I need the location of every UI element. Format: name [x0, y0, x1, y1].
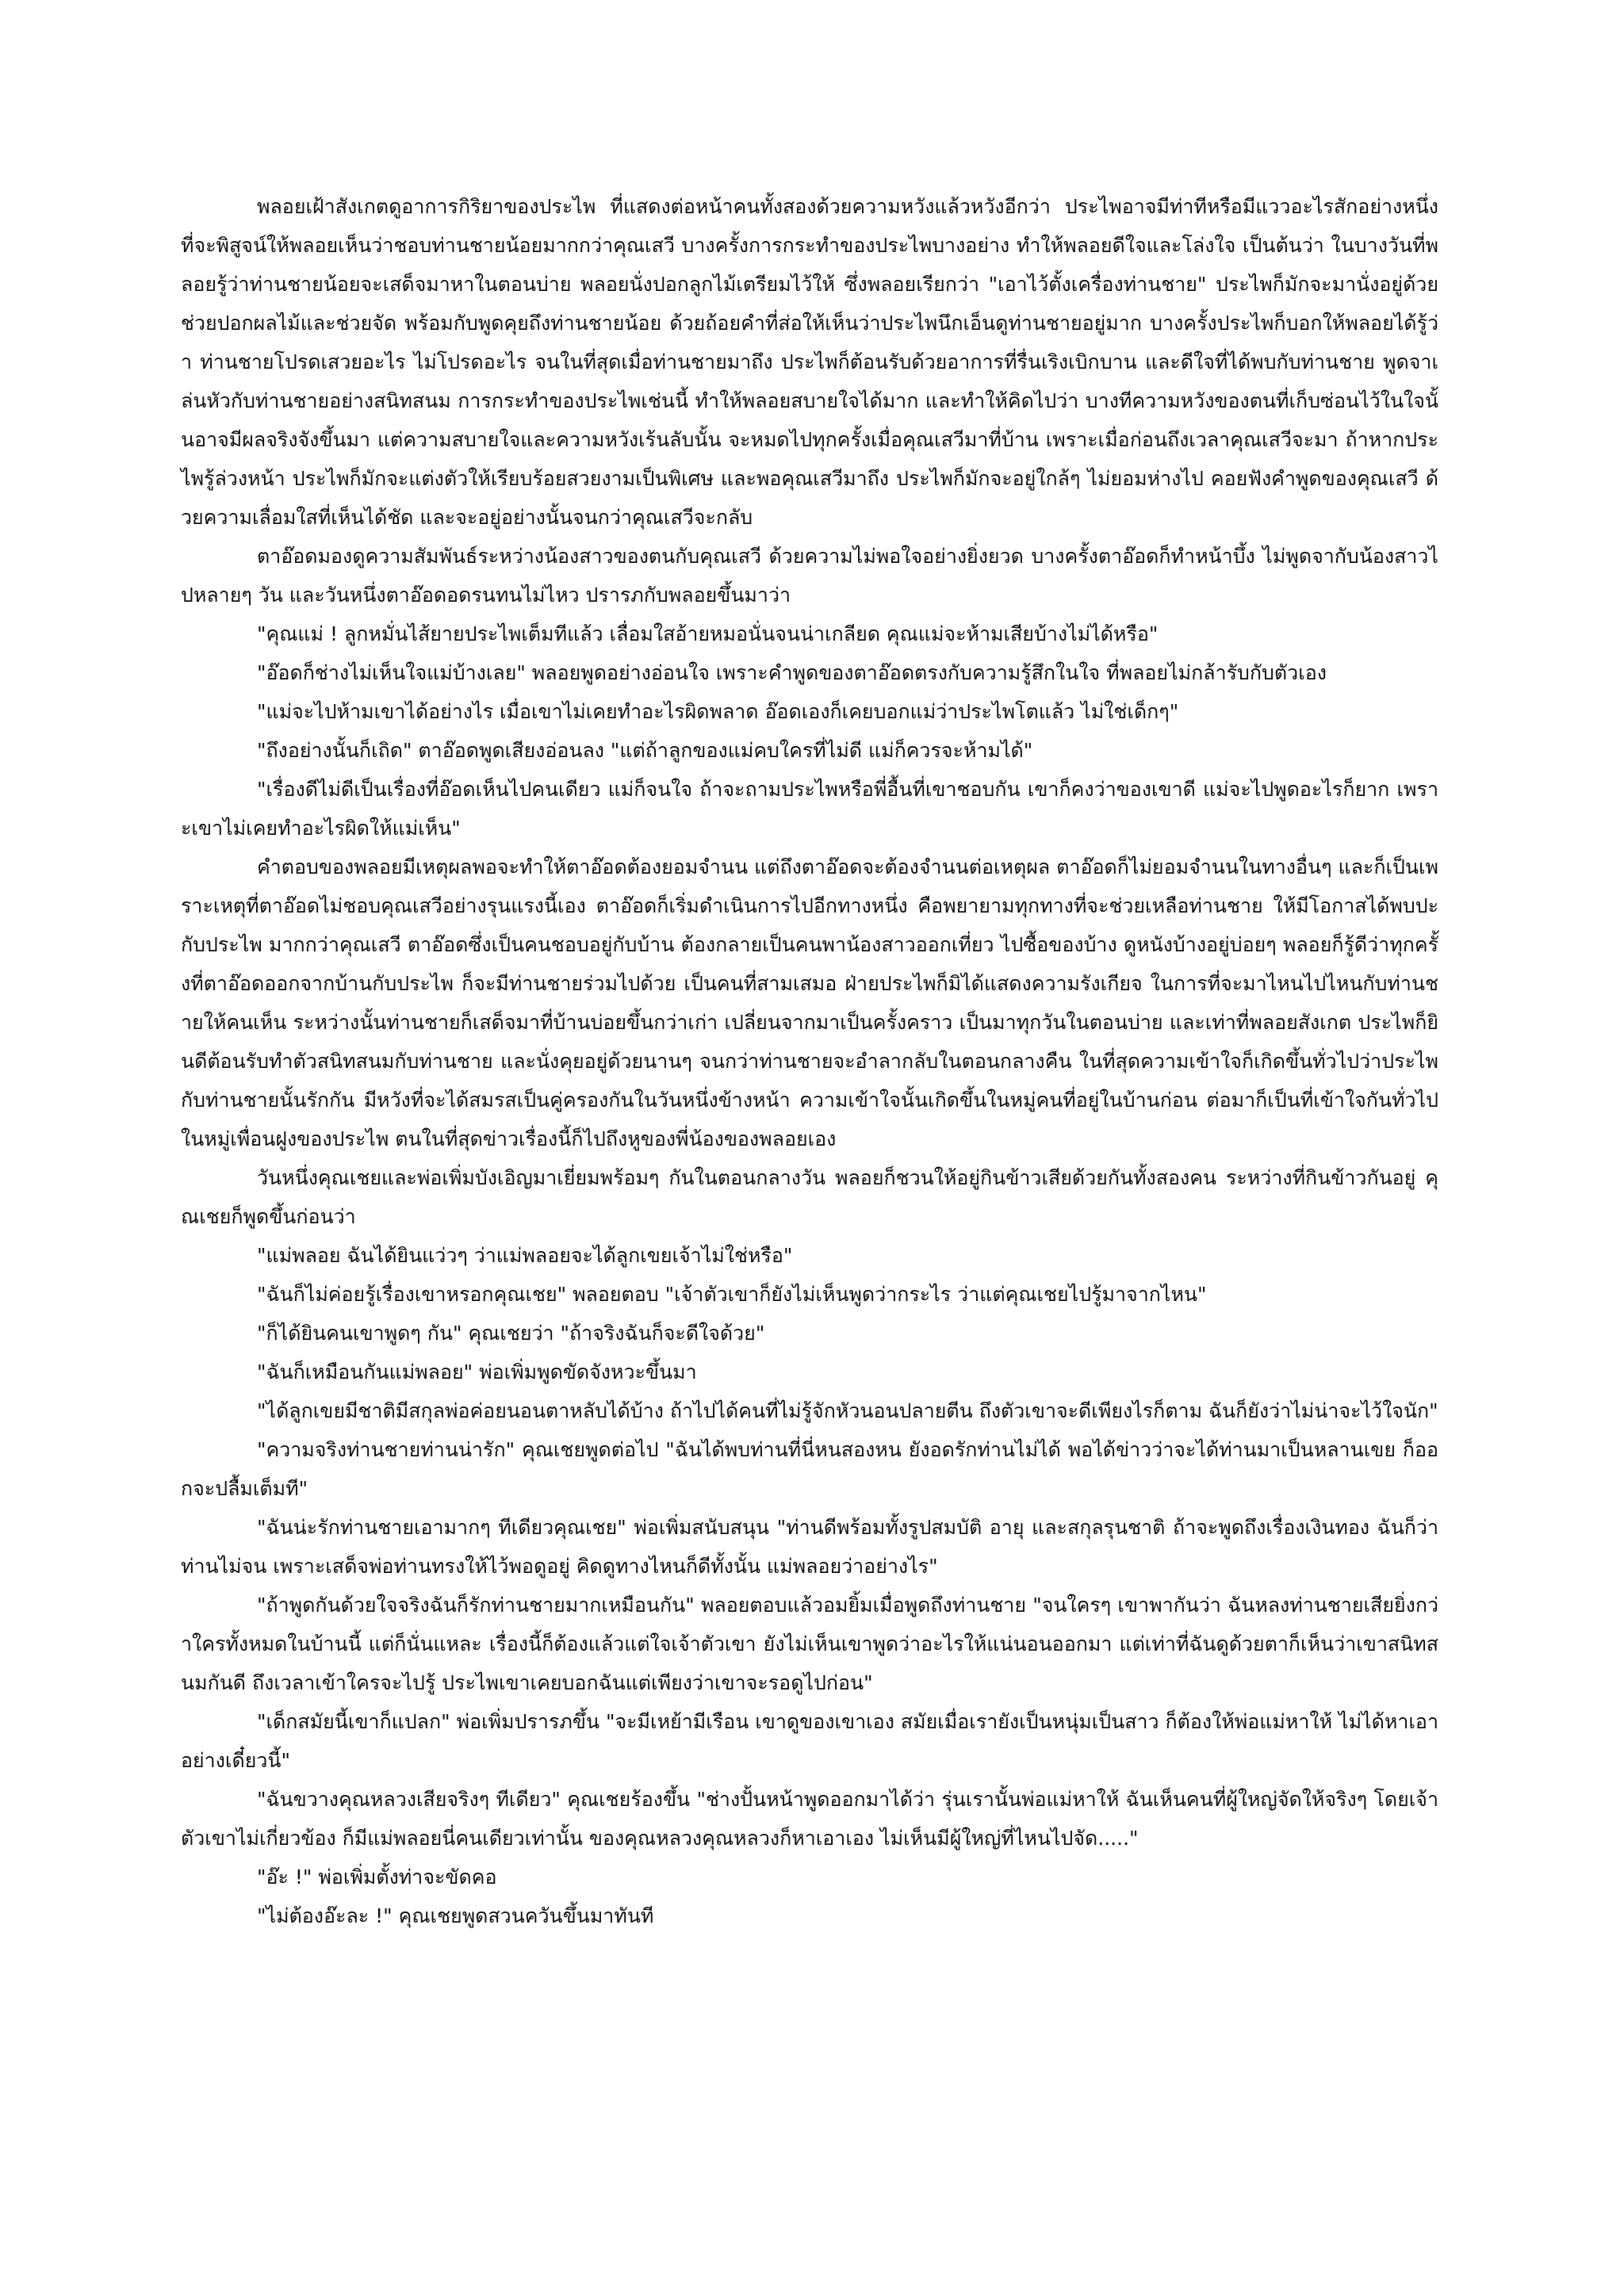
- paragraph-18: "เด็กสมัยนี้เขาก็แปลก" พ่อเพิ่มปรารภขึ้น "จะมีเหย้ามีเรือน เขาดูของเขาเอง สมัยเมื่อเรายังเป็นหนุ่มเป็นสาว ก็ต้องให้พ่อแม่หาให้ ไม่ได้หาเอาอย่างเดี๋ยวนี้": [181, 1710, 1438, 1772]
- paragraph-13: "ฉันก็เหมือนกันแม่พลอย" พ่อเพิ่มพูดขัดจังหวะขึ้นมา: [257, 1360, 697, 1383]
- paragraph-10: "แม่พลอย ฉันได้ยินแว่วๆ ว่าแม่พลอยจะได้ลูกเขยเจ้าไม่ใช่หรือ": [257, 1244, 793, 1267]
- paragraph-15: "ความจริงท่านชายท่านน่ารัก" คุณเชยพูดต่อไป "ฉันได้พบท่านที่นี่หนสองหน ยังอดรักท่านไม่ได้ พอได้ข่าวว่าจะได้ท่านมาเป็นหลานเขย ก็ออกจะปลื้มเต็มที": [181, 1438, 1438, 1500]
- paragraph-6: "ถึงอย่างนั้นก็เถิด" ตาอ๊อดพูดเสียงอ่อนลง "แต่ถ้าลูกของแม่คบใครที่ไม่ดี แม่ก็ควรจะห้ามได้": [257, 739, 1033, 762]
- paragraph-5: "แม่จะไปห้ามเขาได้อย่างไร เมื่อเขาไม่เคยทำอะไรผิดพลาด อ๊อดเองก็เคยบอกแม่ว่าประไพโตแล้ว ไม่ใช่เด็กๆ": [257, 700, 1179, 723]
- paragraph-1: พลอยเฝ้าสังเกตดูอาการกิริยาของประไพ ที่แสดงต่อหน้าคนทั้งสองด้วยความหวังแล้วหวังอีกว่า ประไพอาจมีท่าทีหรือมีแววอะไรสักอย่างหนึ่ง ที่จะพิสูจน์ให้พลอยเห็นว่าชอบท่านชายน้อยมากกว่าคุณเสวี บางครั้งการกระทำของประไพบางอย่าง ทำให้พลอยดีใจและโล่งใจ เป็นต้นว่า ในบางวันที่พลอยรู้ว่าท่านชายน้อยจะเสด็จมาหาในตอนบ่าย พลอยนั่งปอกลูกไม้เตรียมไว้ให้ ซึ่งพลอยเรียกว่า "เอาไว้ตั้งเครื่องท่านชาย" ประไพก็มักจะมานั่งอยู่ด้วย ช่วยปอกผลไม้และช่วยจัด พร้อมกับพูดคุยถึงท่านชายน้อย ด้วยถ้อยคำที่ส่อให้เห็นว่าประไพนึกเอ็นดูท่านชายอยู่มาก บางครั้งประไพก็บอกให้พลอยได้รู้ว่า ท่านชายโปรดเสวยอะไร ไม่โปรดอะไร จนในที่สุดเมื่อท่านชายมาถึง ประไพก็ต้อนรับด้วยอาการที่รื่นเริงเบิกบาน และดีใจที่ได้พบกับท่านชาย พูดจาเล่นหัวกับท่านชายอย่างสนิทสนม การกระทำของประไพเช่นนี้ ทำให้พลอยสบายใจได้มาก และทำให้คิดไปว่า บางทีความหวังของตนที่เก็บซ่อนไว้ในใจนั้นอาจมีผลจริงจังขึ้นมา แต่ความสบายใจและความหวังเร้นลับนั้น จะหมดไปทุกครั้งเมื่อคุณเสวีมาที่บ้าน เพราะเมื่อก่อนถึงเวลาคุณเสวีจะมา ถ้าหากประไพรู้ล่วงหน้า ประไพก็มักจะแต่งตัวให้เรียบร้อยสวยงามเป็นพิเศษ และพอคุณเสวีมาถึง ประไพก็มักจะอยู่ใกล้ๆ ไม่ยอมห่างไป คอยฟังคำพูดของคุณเสวี ด้วยความเลื่อมใสที่เห็นได้ชัด และจะอยู่อย่างนั้นจนกว่าคุณเสวีจะกลับ: [181, 195, 1438, 529]
- paragraph-9: วันหนึ่งคุณเชยและพ่อเพิ่มบังเอิญมาเยี่ยมพร้อมๆ กันในตอนกลางวัน พลอยก็ชวนให้อยู่กินข้าวเสียด้วยกันทั้งสองคน ระหว่างที่กินข้าวกันอยู่ คุณเชยก็พูดขึ้นก่อนว่า: [181, 1166, 1438, 1228]
- paragraph-2: ตาอ๊อดมองดูความสัมพันธ์ระหว่างน้องสาวของตนกับคุณเสวี ด้วยความไม่พอใจอย่างยิ่งยวด บางครั้งตาอ๊อดก็ทำหน้าบึ้ง ไม่พูดจากับน้องสาวไปหลายๆ วัน และวันหนึ่งตาอ๊อดอดรนทนไม่ไหว ปรารภกับพลอยขึ้นมาว่า: [181, 545, 1438, 607]
- paragraph-8: คำตอบของพลอยมีเหตุผลพอจะทำให้ตาอ๊อดต้องยอมจำนน แต่ถึงตาอ๊อดจะต้องจำนนต่อเหตุผล ตาอ๊อดก็ไม่ยอมจำนนในทางอื่นๆ และก็เป็นเพราะเหตุที่ตาอ๊อดไม่ชอบคุณเสวีอย่างรุนแรงนี้เอง ตาอ๊อดก็เริ่มดำเนินการไปอีกทางหนึ่ง คือพยายามทุกทางที่จะช่วยเหลือท่านชาย ให้มีโอกาสได้พบปะกับประไพ มากกว่าคุณเสวี ตาอ๊อดซึ่งเป็นคนชอบอยู่กับบ้าน ต้องกลายเป็นคนพาน้องสาวออกเที่ยว ไปซื้อของบ้าง ดูหนังบ้างอยู่บ่อยๆ พลอยก็รู้ดีว่าทุกครั้งที่ตาอ๊อดออกจากบ้านกับประไพ ก็จะมีท่านชายร่วมไปด้วย เป็นคนที่สามเสมอ ฝ่ายประไพก็มิได้แสดงความรังเกียจ ในการที่จะมาไหนไปไหนกับท่านชายให้คนเห็น ระหว่างนั้นท่านชายก็เสด็จมาที่บ้านบ่อยขึ้นกว่าเก่า เปลี่ยนจากมาเป็นครั้งคราว เป็นมาทุกวันในตอนบ่าย และเท่าที่พลอยสังเกต ประไพก็ยินดีต้อนรับทำตัวสนิทสนมกับท่านชาย และนั่งคุยอยู่ด้วยนานๆ จนกว่าท่านชายจะอำลากลับในตอนกลางคืน ในที่สุดความเข้าใจก็เกิดขึ้นทั่วไปว่าประไพกับท่านชายนั้นรักกัน มีหวังที่จะได้สมรสเป็นคู่ครองกันในวันหนึ่งข้างหน้า ความเข้าใจนั้นเกิดขึ้นในหมู่คนที่อยู่ในบ้านก่อน ต่อมาก็เป็นที่เข้าใจกันทั่วไปในหมู่เพื่อนฝูงของประไพ ตนในที่สุดข่าวเรื่องนี้ก็ไปถึงหูของพี่น้องของพลอยเอง: [181, 855, 1438, 1150]
- paragraph-19: "ฉันขวางคุณหลวงเสียจริงๆ ทีเดียว" คุณเชยร้องขึ้น "ช่างปั้นหน้าพูดออกมาได้ว่า รุ่นเรานั้นพ่อแม่หาให้ ฉันเห็นคนที่ผู้ใหญ่จัดให้จริงๆ โดยเจ้าตัวเขาไม่เกี่ยวข้อง ก็มีแม่พลอยนี่คนเดียวเท่านั้น ของคุณหลวงคุณหลวงก็หาเอาเอง ไม่เห็นมีผู้ใหญ่ที่ไหนไปจัด.....": [181, 1788, 1438, 1850]
- paragraph-11: "ฉันก็ไม่ค่อยรู้เรื่องเขาหรอกคุณเชย" พลอยตอบ "เจ้าตัวเขาก็ยังไม่เห็นพูดว่ากระไร ว่าแต่คุณเชยไปรู้มาจากไหน": [257, 1283, 1207, 1306]
- paragraph-16: "ฉันน่ะรักท่านชายเอามากๆ ทีเดียวคุณเชย" พ่อเพิ่มสนับสนุน "ท่านดีพร้อมทั้งรูปสมบัติ อายุ และสกุลรุนชาติ ถ้าจะพูดถึงเรื่องเงินทอง ฉันก็ว่าท่านไม่จน เพราะเสด็จพ่อท่านทรงให้ไว้พอดูอยู่ คิดดูทางไหนก็ดีทั้งนั้น แม่พลอยว่าอย่างไร": [181, 1516, 1438, 1578]
- paragraph-14: "ได้ลูกเขยมีชาติมีสกุลพ่อค่อยนอนตาหลับได้บ้าง ถ้าไปได้คนที่ไม่รู้จักหัวนอนปลายตีน ถึงตัวเขาจะดีเพียงไรก็ตาม ฉันก็ยังว่าไม่น่าจะไว้ใจนัก": [257, 1399, 1438, 1422]
- paragraph-4: "อ๊อดก็ช่างไม่เห็นใจแม่บ้างเลย" พลอยพูดอย่างอ่อนใจ เพราะคำพูดของตาอ๊อดตรงกับความรู้สึกในใจ ที่พลอยไม่กล้ารับกับตัวเอง: [257, 661, 1327, 684]
- document-body: [181, 187, 1438, 1935]
- paragraph-21: "ไม่ต้องอ๊ะละ !" คุณเชยพูดสวนควันขึ้นมาทันที: [257, 1904, 654, 1927]
- paragraph-3: "คุณแม่ ! ลูกหมั่นไส้ยายประไพเต็มทีแล้ว เลื่อมใสอ้ายหมอนั่นจนน่าเกลียด คุณแม่จะห้ามเสียบ้างไม่ได้หรือ": [257, 622, 1159, 645]
- paragraph-17: "ถ้าพูดกันด้วยใจจริงฉันก็รักท่านชายมากเหมือนกัน" พลอยตอบแล้วอมยิ้มเมื่อพูดถึงท่านชาย "จนใครๆ เขาพากันว่า ฉันหลงท่านชายเสียยิ่งกว่าใครทั้งหมดในบ้านนี้ แต่ก็นั่นแหละ เรื่องนี้ก็ต้องแล้วแต่ใจเจ้าตัวเขา ยังไม่เห็นเขาพูดว่าอะไรให้แน่นอนออกมา แต่เท่าที่ฉันดูด้วยตาก็เห็นว่าเขาสนิทสนมกันดี ถึงเวลาเข้าใครจะไปรู้ ประไพเขาเคยบอกฉันแต่เพียงว่าเขาจะรอดูไปก่อน": [181, 1594, 1438, 1694]
- paragraph-12: "ก็ได้ยินคนเขาพูดๆ กัน" คุณเชยว่า "ถ้าจริงฉันก็จะดีใจด้วย": [257, 1322, 765, 1345]
- paragraph-7: "เรื่องดีไม่ดีเป็นเรื่องที่อ๊อดเห็นไปคนเดียว แม่ก็จนใจ ถ้าจะถามประไพหรือพี่อื้นที่เขาชอบกัน เขาก็คงว่าของเขาดี แม่จะไปพูดอะไรก็ยาก เพราะเขาไม่เคยทำอะไรผิดให้แม่เห็น": [181, 778, 1438, 840]
- paragraph-20: "อ๊ะ !" พ่อเพิ่มตั้งท่าจะขัดคอ: [257, 1866, 497, 1888]
